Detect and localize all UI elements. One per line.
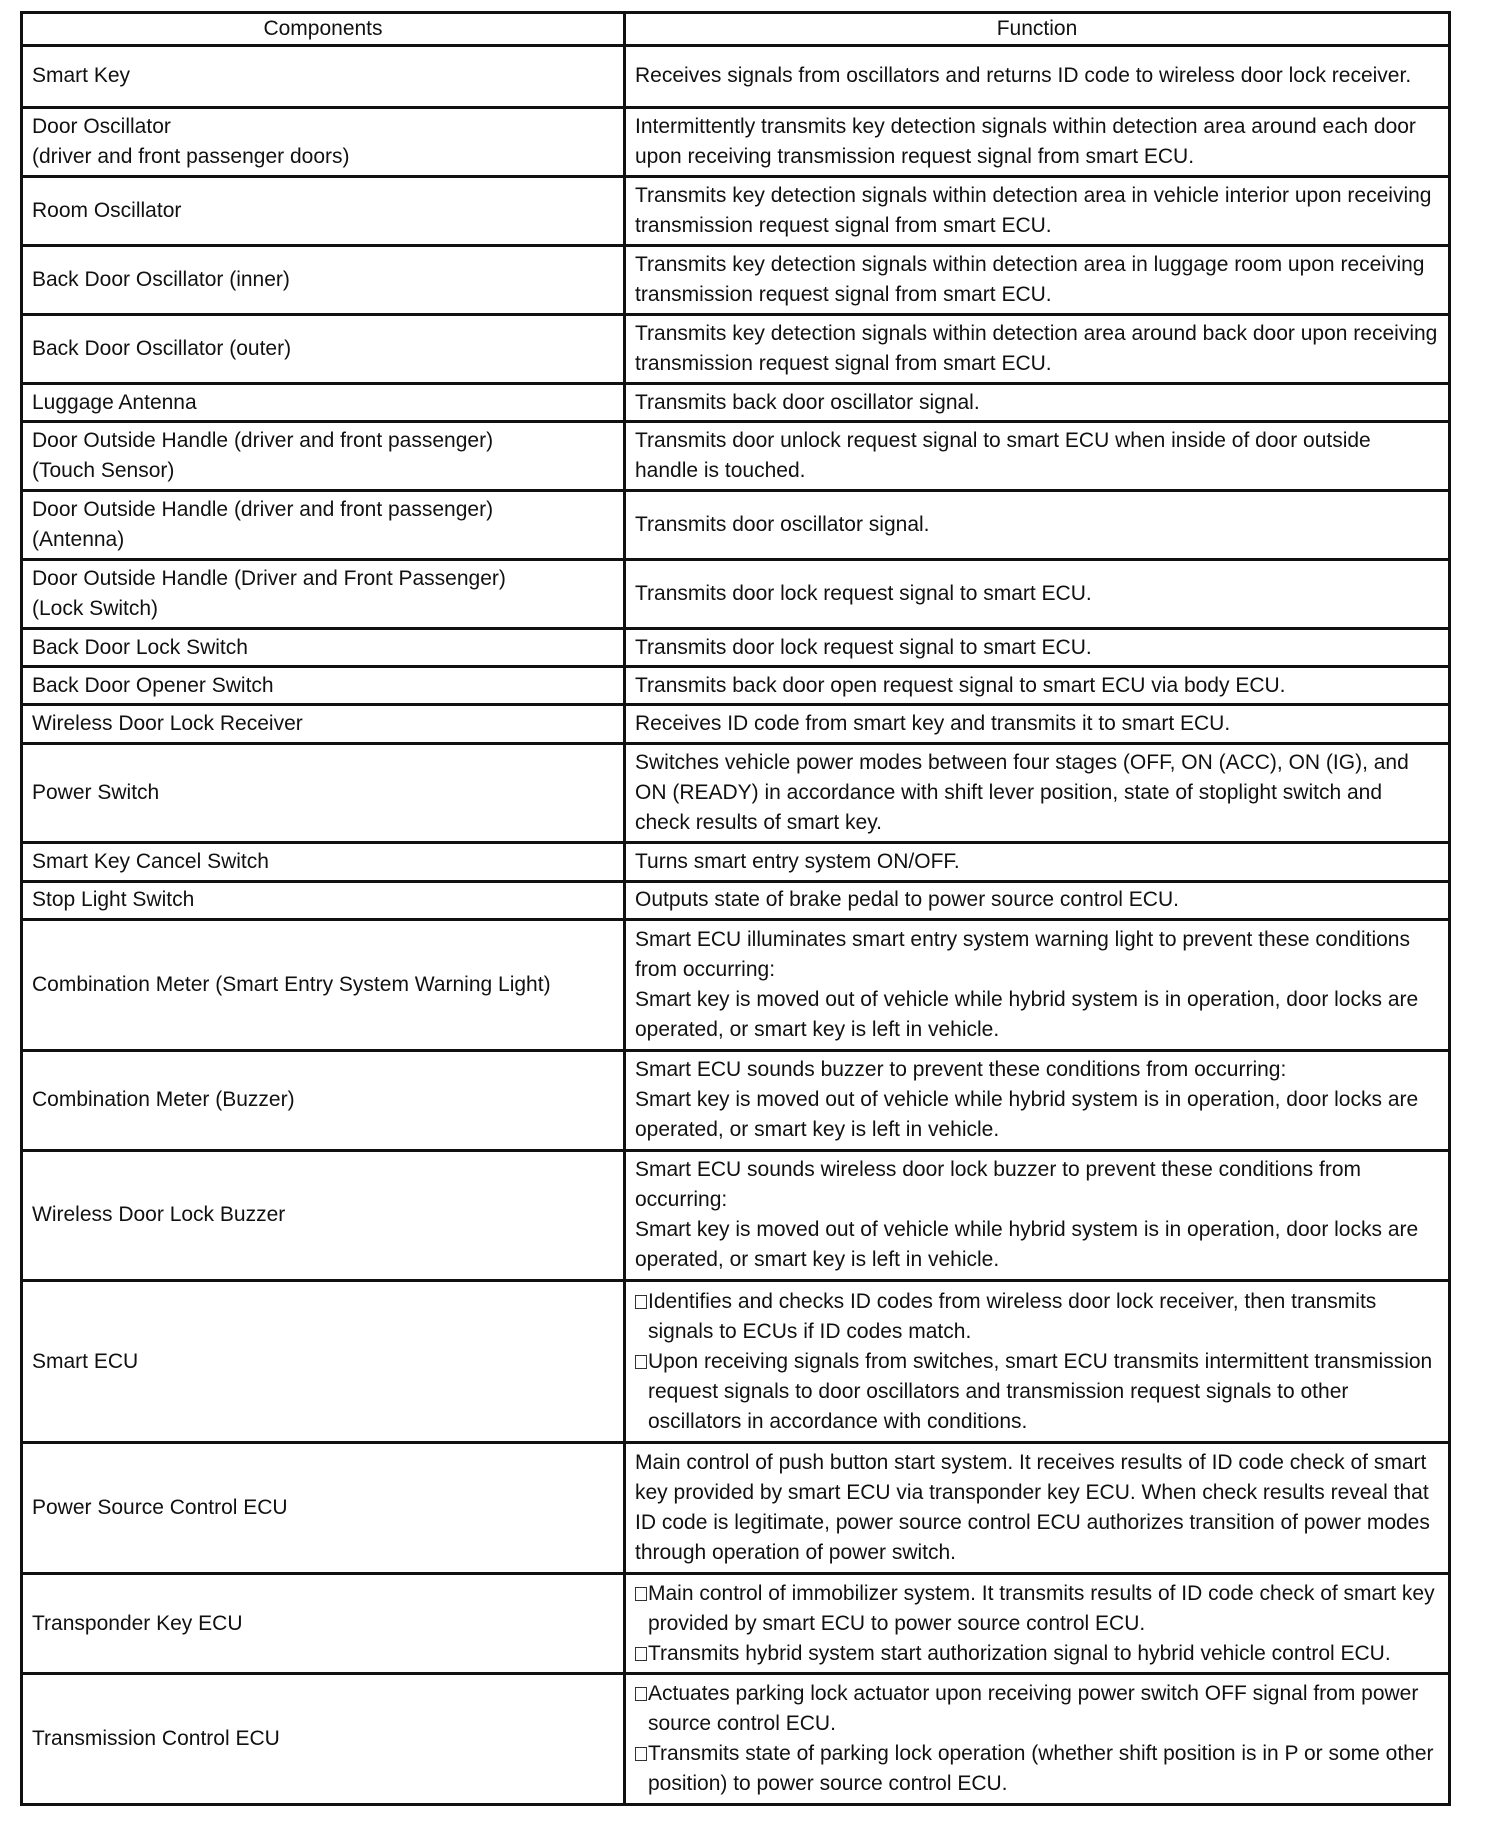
component-text: Smart ECU [32,1349,139,1373]
function-text: Transmits back door open request signal to smart ECU via body ECU. [635,673,1286,697]
function-cell [625,705,1450,743]
function-cell [625,1574,1450,1674]
component-cell [22,245,625,314]
table-row [22,1050,1450,1150]
component-text: Combination Meter (Buzzer) [32,1088,295,1112]
function-text: Transmits key detection signals within detection area in luggage room upon receiving transmission request signal from smart ECU. [635,252,1425,306]
table-row [22,1674,1450,1805]
component-text: Door Outside Handle (driver and front passenger) [32,498,494,522]
function-cell [625,1281,1450,1443]
component-text: Transponder Key ECU [32,1611,243,1635]
component-cell [22,1150,625,1281]
component-cell [22,629,625,667]
function-cell [625,46,1450,108]
function-text: Main control of push button start system. It receives results of ID code check of smart key provided by smart ECU via transponder key ECU. When check results reveal that ID code is legitimate, power source control ECU authorizes transition of power modes through operation of power switch. [635,1451,1430,1565]
function-text: Switches vehicle power modes between four stages (OFF, ON (ACC), ON (IG), and ON (READY) in accordance with shift lever position, state of stoplight switch and check results of smart key. [635,751,1409,834]
table-row [22,629,1450,667]
table-row [22,383,1450,421]
function-cell [625,1050,1450,1150]
function-text: Smart key is moved out of vehicle while hybrid system is in operation, door locks are operated, or smart key is left in vehicle. [635,987,1419,1041]
function-cell [625,881,1450,919]
bullet-box-icon [635,1355,647,1369]
function-text: Intermittently transmits key detection signals within detection area around each door upon receiving transmission request signal from smart ECU. [635,114,1416,168]
component-text: Stop Light Switch [32,888,195,912]
component-text: Combination Meter (Smart Entry System Warning Light) [32,972,551,996]
component-text: Back Door Lock Switch [32,635,248,659]
component-text: (driver and front passenger doors) [32,144,350,168]
function-text: Smart key is moved out of vehicle while hybrid system is in operation, door locks are operated, or smart key is left in vehicle. [635,1218,1419,1272]
function-cell [625,245,1450,314]
table-row [22,46,1450,108]
function-text: Smart ECU illuminates smart entry system warning light to prevent these conditions from occurring: [635,927,1410,981]
component-text: Door Outside Handle (Driver and Front Passenger) [32,567,506,591]
table-row [22,1443,1450,1574]
component-cell [22,1443,625,1574]
function-cell [625,422,1450,491]
function-text: Receives ID code from smart key and transmits it to smart ECU. [635,711,1231,735]
bullet-box-icon [635,1587,647,1601]
component-cell [22,422,625,491]
component-text: Back Door Oscillator (outer) [32,336,292,360]
function-bullet [635,1639,1439,1669]
function-text: Transmits door lock request signal to smart ECU. [635,635,1092,659]
component-text: Wireless Door Lock Receiver [32,711,303,735]
table-body [22,46,1450,1805]
function-text: Transmits door oscillator signal. [635,513,930,537]
component-text: Door Outside Handle (driver and front passenger) [32,429,494,453]
function-cell [625,667,1450,705]
component-text: Room Oscillator [32,198,182,222]
function-bullet [635,1579,1439,1639]
component-cell [22,491,625,560]
table-row [22,560,1450,629]
components-table [20,11,1451,1806]
function-text: Transmits key detection signals within detection area around back door upon receiving transmission request signal from smart ECU. [635,321,1438,375]
function-cell [625,107,1450,176]
component-text: Transmission Control ECU [32,1727,280,1750]
function-text: Actuates parking lock actuator upon receiving power switch OFF signal from power source control ECU. [648,1682,1419,1735]
function-text: Transmits state of parking lock operation (whether shift position is in P or some other position) to power source control ECU. [648,1742,1434,1795]
component-text: Power Switch [32,781,160,804]
function-text: Main control of immobilizer system. It transmits results of ID code check of smart key provided by smart ECU to power source control ECU. [648,1581,1435,1635]
component-cell [22,383,625,421]
component-cell [22,705,625,743]
table-row [22,1281,1450,1443]
function-cell [625,1443,1450,1574]
component-text: Back Door Oscillator (inner) [32,267,290,291]
function-text: Transmits key detection signals within detection area in vehicle interior upon receiving transmission request signal from smart ECU. [635,183,1432,237]
component-cell [22,1281,625,1443]
function-text: Transmits door unlock request signal to smart ECU when inside of door outside handle is touched. [635,429,1371,483]
component-cell [22,1674,625,1805]
table-row [22,1150,1450,1281]
function-text: Turns smart entry system ON/OFF. [635,850,960,874]
table-row [22,843,1450,881]
table-row [22,743,1450,843]
table-row [22,667,1450,705]
function-cell [625,919,1450,1050]
function-cell [625,560,1450,629]
function-cell [625,1674,1450,1805]
table-row [22,705,1450,743]
component-text: Power Source Control ECU [32,1496,288,1520]
table-row [22,314,1450,383]
function-text: Upon receiving signals from switches, smart ECU transmits intermittent transmission request signals to door oscillators and transmission request signals to other oscillators in accordance with conditions. [648,1349,1433,1433]
component-cell [22,314,625,383]
function-cell [625,843,1450,881]
bullet-box-icon [635,1747,647,1761]
bullet-box-icon [635,1647,647,1661]
component-text: Luggage Antenna [32,390,197,414]
component-cell [22,919,625,1050]
component-cell [22,176,625,245]
component-text: (Antenna) [32,528,125,552]
component-cell [22,743,625,843]
table-row [22,107,1450,176]
component-cell [22,843,625,881]
component-cell [22,107,625,176]
function-header: Function [625,13,1450,46]
function-text: Outputs state of brake pedal to power source control ECU. [635,888,1179,912]
function-cell [625,1150,1450,1281]
bullet-box-icon [635,1687,647,1701]
function-text: Smart ECU sounds wireless door lock buzzer to prevent these conditions from occurring: [635,1158,1361,1212]
table-row [22,422,1450,491]
function-bullet [635,1287,1439,1347]
component-text: (Lock Switch) [32,597,159,621]
table-row [22,491,1450,560]
function-cell [625,176,1450,245]
component-text: Smart Key [32,64,131,88]
function-cell [625,629,1450,667]
component-text: Wireless Door Lock Buzzer [32,1203,286,1227]
component-cell [22,1050,625,1150]
function-cell [625,743,1450,843]
function-bullet [635,1679,1439,1739]
header-row [22,13,1450,46]
components-header: Components [22,13,625,46]
function-text: Smart ECU sounds buzzer to prevent these conditions from occurring: [635,1058,1287,1082]
component-text: (Touch Sensor) [32,459,175,483]
function-text: Smart key is moved out of vehicle while hybrid system is in operation, door locks are operated, or smart key is left in vehicle. [635,1088,1419,1142]
component-text: Back Door Opener Switch [32,673,274,697]
table-row [22,245,1450,314]
table-row [22,881,1450,919]
function-bullet [635,1347,1439,1437]
table-row [22,176,1450,245]
function-text: Transmits door lock request signal to smart ECU. [635,582,1092,606]
component-cell [22,881,625,919]
function-bullet [635,1739,1439,1799]
component-text: Smart Key Cancel Switch [32,850,269,874]
function-text: Receives signals from oscillators and returns ID code to wireless door lock receiver. [635,64,1412,88]
component-cell [22,46,625,108]
function-cell [625,314,1450,383]
function-text: Identifies and checks ID codes from wireless door lock receiver, then transmits signals to ECUs if ID codes match. [648,1289,1377,1343]
function-text: Transmits back door oscillator signal. [635,390,980,414]
table-row [22,1574,1450,1674]
component-cell [22,1574,625,1674]
component-cell [22,667,625,705]
function-cell [625,383,1450,421]
function-cell [625,491,1450,560]
function-text: Transmits hybrid system start authorization signal to hybrid vehicle control ECU. [648,1641,1391,1665]
component-cell [22,560,625,629]
table-row [22,919,1450,1050]
bullet-box-icon [635,1295,647,1309]
component-text: Door Oscillator [32,114,171,138]
